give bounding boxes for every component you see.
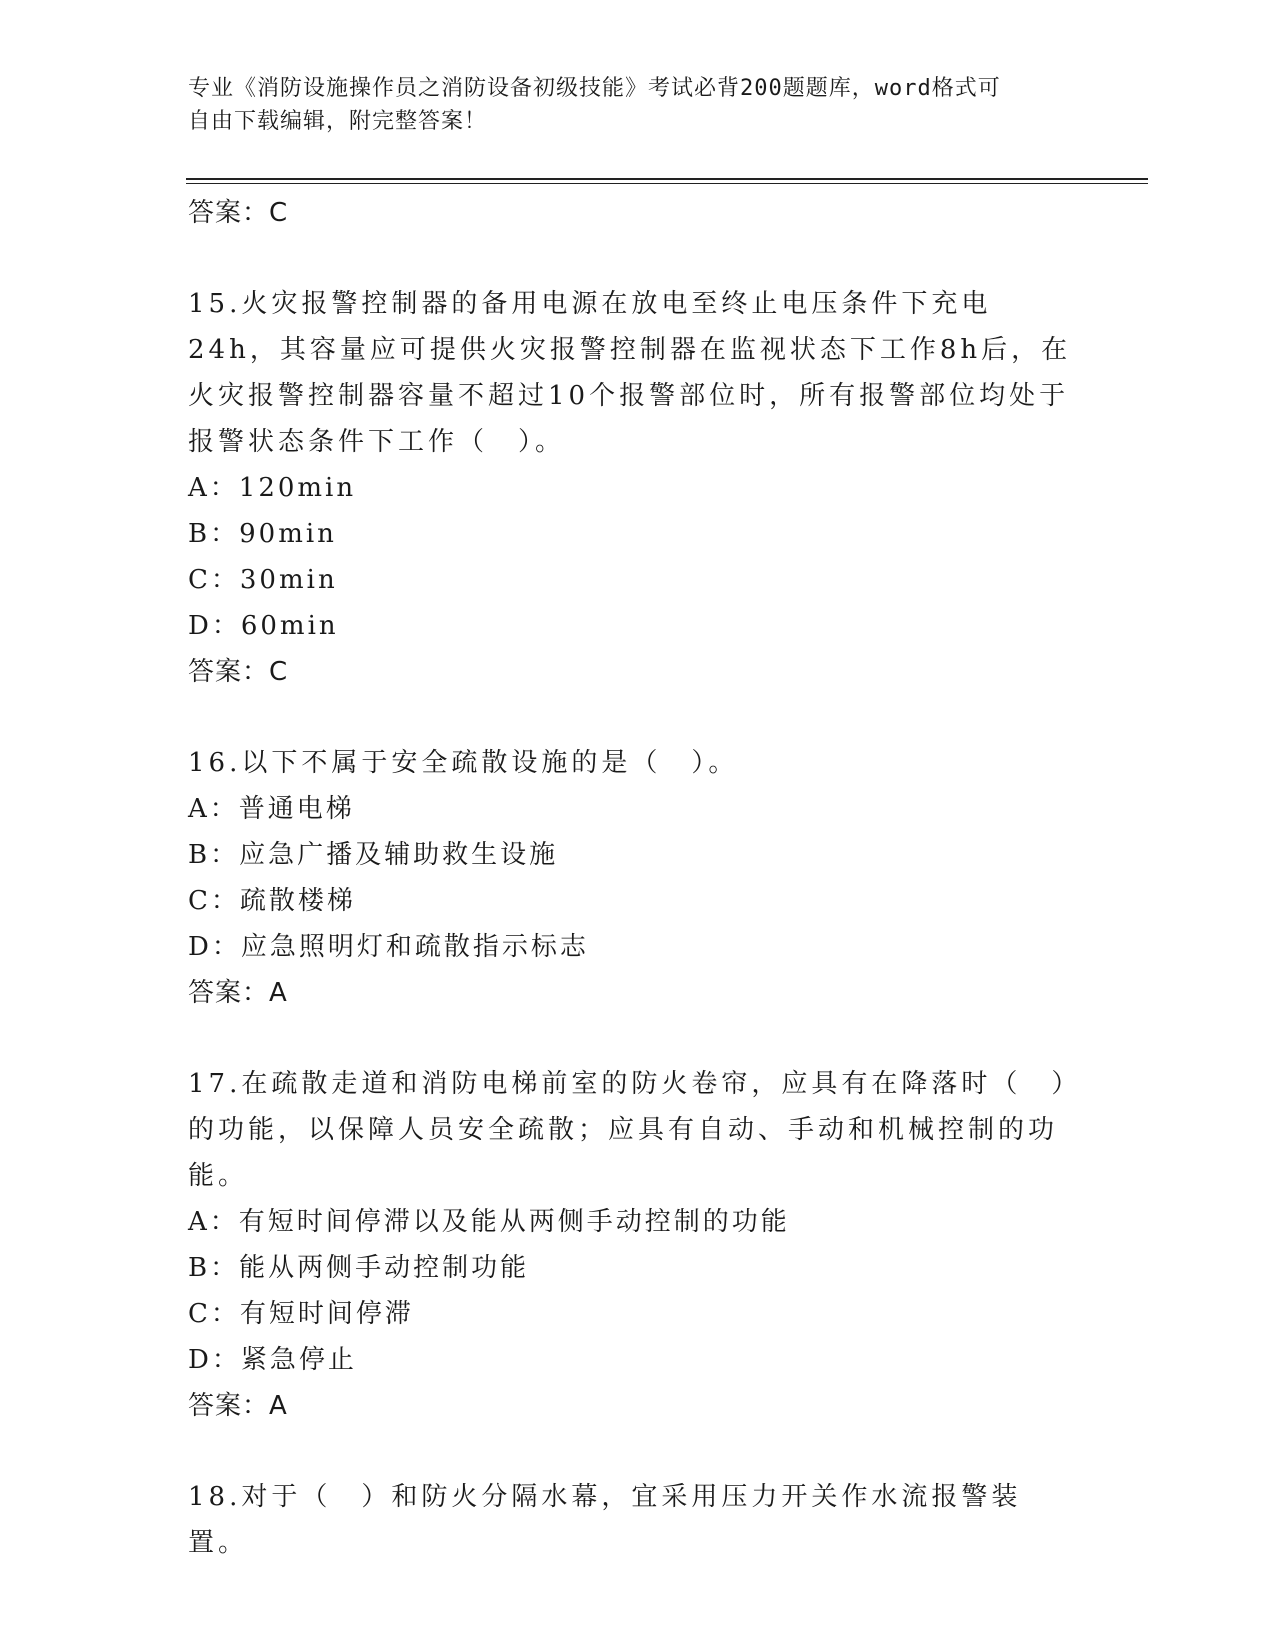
question-stem: 16.以下不属于安全疏散设施的是（ ）。 (188, 748, 739, 778)
question-18 (188, 1474, 1078, 1566)
question-stem: 17.在疏散走道和消防电梯前室的防火卷帘，应具有在降落时（ ）的功能，以保障人员安全疏散；应具有自动、手动和机械控制的功能。 (188, 1069, 1069, 1191)
option-a: A：有短时间停滞以及能从两侧手动控制的功能 (188, 1207, 790, 1237)
header-rule-thick (186, 178, 1148, 180)
option-b: B：应急广播及辅助救生设施 (188, 840, 559, 870)
option-a: A：120min (188, 473, 357, 503)
answer-line: 答案：C (188, 657, 289, 687)
option-c: C：30min (188, 565, 338, 595)
option-c: C：疏散楼梯 (188, 886, 356, 916)
option-b: B：90min (188, 519, 337, 549)
answer-line: 答案：A (188, 978, 288, 1008)
question-stem: 15.火灾报警控制器的备用电源在放电至终止电压条件下充电24h，其容量应可提供火灾报警控制器在监视状态下工作8h后，在火灾报警控制器容量不超过10个报警部位时，所有报警部位均处于报警状态条件下工作（ ）。 (188, 289, 1072, 457)
header-line-2: 自由下载编辑，附完整答案！ (188, 109, 488, 134)
question-16 (188, 740, 1078, 1016)
question-17 (188, 1061, 1078, 1429)
option-d: D：60min (188, 611, 339, 641)
option-d: D：紧急停止 (188, 1345, 357, 1375)
header-rule-thin (186, 183, 1148, 184)
answer-line: 答案：A (188, 1391, 288, 1421)
header-line-1: 专业《消防设施操作员之消防设备初级技能》考试必背200题题库，word格式可 (188, 76, 1001, 101)
question-15 (188, 281, 1078, 695)
option-c: C：有短时间停滞 (188, 1299, 414, 1329)
option-a: A：普通电梯 (188, 794, 355, 824)
question-list (188, 190, 1078, 1566)
document-header (188, 72, 1088, 138)
answer-line: 答案：C (188, 198, 289, 228)
question-stem: 18.对于（ ）和防火分隔水幕，宜采用压力开关作水流报警装置。 (188, 1482, 1022, 1558)
option-d: D：应急照明灯和疏散指示标志 (188, 932, 589, 962)
option-b: B：能从两侧手动控制功能 (188, 1253, 530, 1283)
